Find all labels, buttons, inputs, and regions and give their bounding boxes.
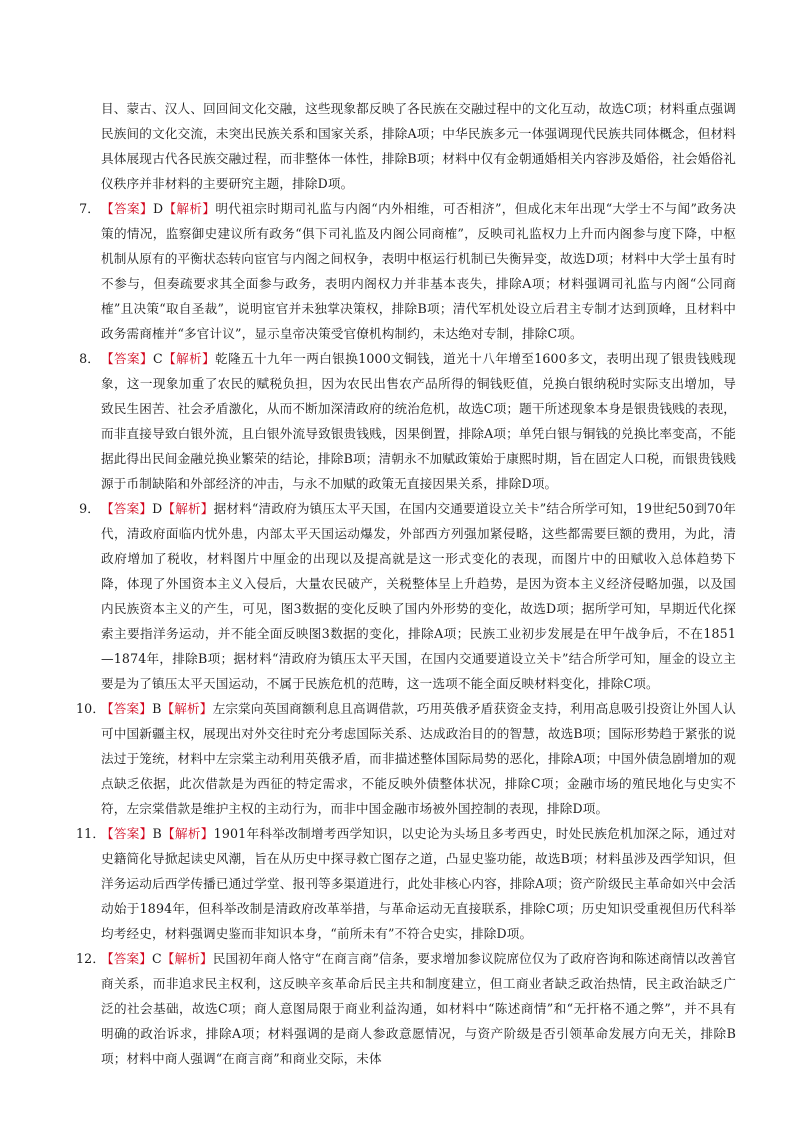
analysis-text: 明代祖宗时期司礼监与内阁“内外相维，可否相济”，但成化末年出现“大学士不与闻”政务决策的情况，监察御史建议所有政务“俱下司礼监及内阁公同商榷”，反映司礼监权力上升而内阁参与度下降，中枢机制从原有的平衡状态转向宦官与内阁之间权争，表明中枢运行机制已失衡异变，故选D项；材料中大学士虽有时不参与，但奏疏要求其全面参与政务，表明内阁权力并非基本丧失，排除A项；材料强调司礼监与内阁“公同商榷”且决策“取自圣裁”，说明宦官并未独掌决策权，排除B项；清代军机处设立后君主专制才达到顶峰，且材料中政务需商榷并“多官计议”，显示皇帝决策受官僚机构制约，未达绝对专制，排除C项。 (101, 201, 736, 341)
answer-label: 【答案】 (101, 701, 153, 716)
answer-label: 【答案】 (101, 351, 154, 366)
analysis-text: 左宗棠向英国商额利息且高调借款，巧用英俄矛盾获资金支持，利用高息吸引投资让外国人认可中国新疆主权，展现出对外交往时充分考虑国际关系、达成政治目的的智慧，故选B项；国际形势趋于紧张的说法过于笼统，材料中左宗棠主动利用英俄矛盾，而非描述整体国际局势的恶化，排除A项；中国外债急剧增加的观点缺乏依据，此次借款是为西征的特定需求，不能反映外债整体状况，排除C项；金融市场的殖民地化与史实不符，左宗棠借款是维护主权的主动行为，而非中国金融市场被外国控制的表现，排除D项。 (101, 701, 736, 816)
analysis-label: 【解析】 (161, 701, 213, 716)
answer-item (76, 696, 736, 821)
answer-label: 【答案】 (101, 951, 152, 966)
answer-choice: B (152, 826, 162, 841)
question-number: 12． (76, 951, 106, 966)
answer-label: 【答案】 (101, 201, 153, 216)
analysis-label: 【解析】 (162, 351, 216, 366)
answer-choice: C (152, 951, 162, 966)
question-number: 9． (79, 501, 100, 516)
answer-choice: C (153, 351, 163, 366)
question-number: 7． (79, 201, 100, 216)
analysis-text: 民国初年商人恪守“在商言商”信条，要求增加参议院席位仅为了政府咨询和陈述商情以改善官商关系，而非追求民主权利，这反映辛亥革命后民主共和制度建立，但工商业者缺乏政治热情，民主政治缺乏广泛的社会基础，故选C项；商人意图局限于商业利益沟通，如材料中“陈述商情”和“无扞格不通之弊”，并不具有明确的政治诉求，排除A项；材料强调的是商人参政意愿情况，与资产阶级是否引领革命发展方向无关，排除B项；材料中商人强调“在商言商”和商业交际，未体 (101, 951, 736, 1066)
answer-item (76, 946, 736, 1071)
answer-items (76, 196, 736, 1071)
analysis-label: 【解析】 (162, 501, 214, 516)
analysis-label: 【解析】 (161, 951, 213, 966)
question-number: 8． (79, 351, 100, 366)
answer-choice: B (152, 701, 162, 716)
answer-item (76, 346, 736, 496)
analysis-label: 【解析】 (161, 826, 214, 841)
answer-label: 【答案】 (101, 501, 153, 516)
answer-sheet (76, 96, 736, 1071)
answer-item (76, 196, 736, 346)
answer-item (76, 821, 736, 946)
answer-item (76, 496, 736, 696)
answer-choice: D (152, 501, 163, 516)
intro-paragraph: 目、蒙古、汉人、回回间文化交融，这些现象都反映了各民族在交融过程中的文化互动，故选C项；材料重点强调民族间的文化交流，未突出民族关系和国家关系，排除A项；中华民族多元一体强调现代民族共同体概念，但材料具体展现古代各民族交融过程，而非整体一体性，排除B项；材料中仅有金朝通婚相关内容涉及婚俗，社会婚俗礼仪秩序并非材料的主要研究主题，排除D项。 (101, 101, 736, 191)
question-number: 10． (76, 701, 106, 716)
answer-choice: D (152, 201, 164, 216)
analysis-label: 【解析】 (163, 201, 216, 216)
analysis-text: 1901年科举改制增考西学知识，以史论为头场且多考西史，时处民族危机加深之际，通过对史籍简化导掀起读史风潮，旨在从历史中探寻救亡图存之道，凸显史鉴功能，故选B项；材料虽涉及西学知识，但洋务运动后西学传播已通过学堂、报刊等多渠道进行，此处非核心内容，排除A项；资产阶级民主革命如兴中会活动始于1894年，但科举改制是清政府改革举措，与革命运动无直接联系，排除C项；历史知识受重视但历代科举均考经史，材料强调史鉴而非知识本身，“前所未有”不符合史实，排除D项。 (101, 826, 736, 941)
answer-label: 【答案】 (101, 826, 153, 841)
analysis-text: 据材料“清政府为镇压太平天国，在国内交通要道设立关卡”结合所学可知，19世纪50到70年代，清政府面临内忧外患，内部太平天国运动爆发，外部西方列强加紧侵略，这些都需要巨额的费用，为此，清政府增加了税收，材料图片中厘金的出现以及提高就是这一形式变化的表现，而图片中的田赋收入总体趋势下降，体现了外国资本主义入侵后，大量农民破产，关税整体呈上升趋势，是因为资本主义经济侵略加强，以及国内民族资本主义的产生，可见，图3数据的变化反映了国内外形势的变化，故选D项；据所学可知，早期近代化探索主要指洋务运动，并不能全面反映图3数据的变化，排除A项；民族工业初步发展是在甲午战争后，不在1851—1874年，排除B项；据材料“清政府为镇压太平天国，在国内交通要道设立关卡”结合所学可知，厘金的设立主要是为了镇压太平天国运动，不属于民族危机的范畴，这一选项不能全面反映材料变化，排除C项。 (101, 501, 736, 691)
analysis-text: 乾隆五十九年一两白银换1000文铜钱，道光十八年增至1600多文，表明出现了银贵钱贱现象，这一现象加重了农民的赋税负担，因为农民出售农产品所得的铜钱贬值，兑换白银纳税时实际支出增加，导致民生困苦、社会矛盾激化，从而不断加深清政府的统治危机，故选C项；题干所述现象本身是银贵钱贱的表现，而非直接导致白银外流，且白银外流导致银贵钱贱，因果倒置，排除A项；单凭白银与铜钱的兑换比率变高，不能据此得出民间金融兑换业繁荣的结论，排除B项；清朝永不加赋政策始于康熙时期，旨在固定人口税，而银贵钱贱源于币制缺陷和外部经济的冲击，与永不加赋的政策无直接因果关系，排除D项。 (101, 351, 736, 491)
question-number: 11． (76, 826, 106, 841)
